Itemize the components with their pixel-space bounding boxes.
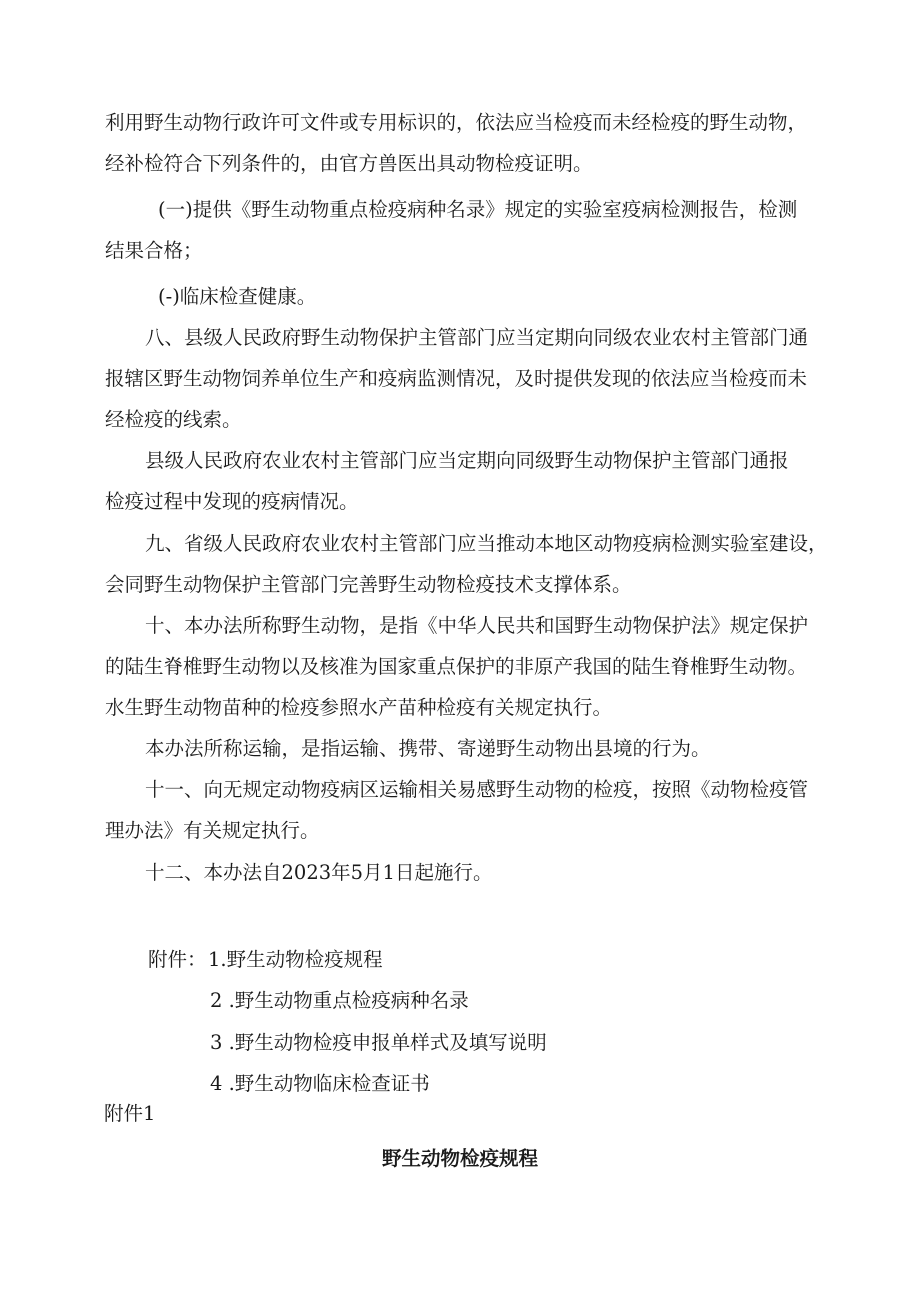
paragraph-line: 水生野生动物苗种的检疫参照水产苗种检疫有关规定执行。 bbox=[105, 696, 613, 719]
paragraph-line: (一)提供《野生动物重点检疫病种名录》规定的实验室疫病检测报告，检测 bbox=[158, 198, 798, 221]
attachment-item: 4 .野生动物临床检查证书 bbox=[210, 1072, 430, 1095]
attachment-item: 2 .野生动物重点检疫病种名录 bbox=[210, 989, 469, 1012]
paragraph-line: 八、县级人民政府野生动物保护主管部门应当定期向同级农业农村主管部门通 bbox=[145, 326, 809, 349]
paragraph-line: 本办法所称运输，是指运输、携带、寄递野生动物出县境的行为。 bbox=[145, 737, 711, 760]
annex-title: 野生动物检疫规程 bbox=[381, 1147, 538, 1170]
paragraph-line: 的陆生脊椎野生动物以及核准为国家重点保护的非原产我国的陆生脊椎野生动物。 bbox=[105, 655, 808, 678]
paragraph-line: 利用野生动物行政许可文件或专用标识的，依法应当检疫而未经检疫的野生动物， bbox=[105, 111, 808, 134]
paragraph-line: 结果合格； bbox=[105, 239, 203, 262]
paragraph-line: 十二、本办法自2023年5月1日起施行。 bbox=[145, 861, 493, 884]
annex-label: 附件1 bbox=[104, 1102, 156, 1125]
paragraph-line: 经检疫的线索。 bbox=[105, 408, 242, 431]
attachments-label: 附件： bbox=[148, 948, 207, 971]
paragraph-line: 十、本办法所称野生动物，是指《中华人民共和国野生动物保护法》规定保护 bbox=[145, 614, 809, 637]
paragraph-line: 会同野生动物保护主管部门完善野生动物检疫技术支撑体系。 bbox=[105, 573, 632, 596]
attachment-item: 3 .野生动物检疫申报单样式及填写说明 bbox=[210, 1031, 547, 1054]
paragraph-line: 十一、向无规定动物疫病区运输相关易感野生动物的检疫，按照《动物检疫管 bbox=[145, 778, 809, 801]
paragraph-line: 检疫过程中发现的疫病情况。 bbox=[105, 490, 359, 513]
paragraph-line: 经补检符合下列条件的，由官方兽医出具动物检疫证明。 bbox=[105, 152, 593, 175]
paragraph-line: 报辖区野生动物饲养单位生产和疫病监测情况，及时提供发现的依法应当检疫而未 bbox=[105, 367, 808, 390]
attachment-item: 1.野生动物检疫规程 bbox=[208, 948, 383, 971]
paragraph-line: 县级人民政府农业农村主管部门应当定期向同级野生动物保护主管部门通报 bbox=[145, 449, 789, 472]
paragraph-line: (-)临床检查健康。 bbox=[158, 285, 317, 308]
paragraph-line: 理办法》有关规定执行。 bbox=[105, 819, 320, 842]
paragraph-line: 九、省级人民政府农业农村主管部门应当推动本地区动物疫病检测实验室建设， bbox=[145, 532, 828, 555]
